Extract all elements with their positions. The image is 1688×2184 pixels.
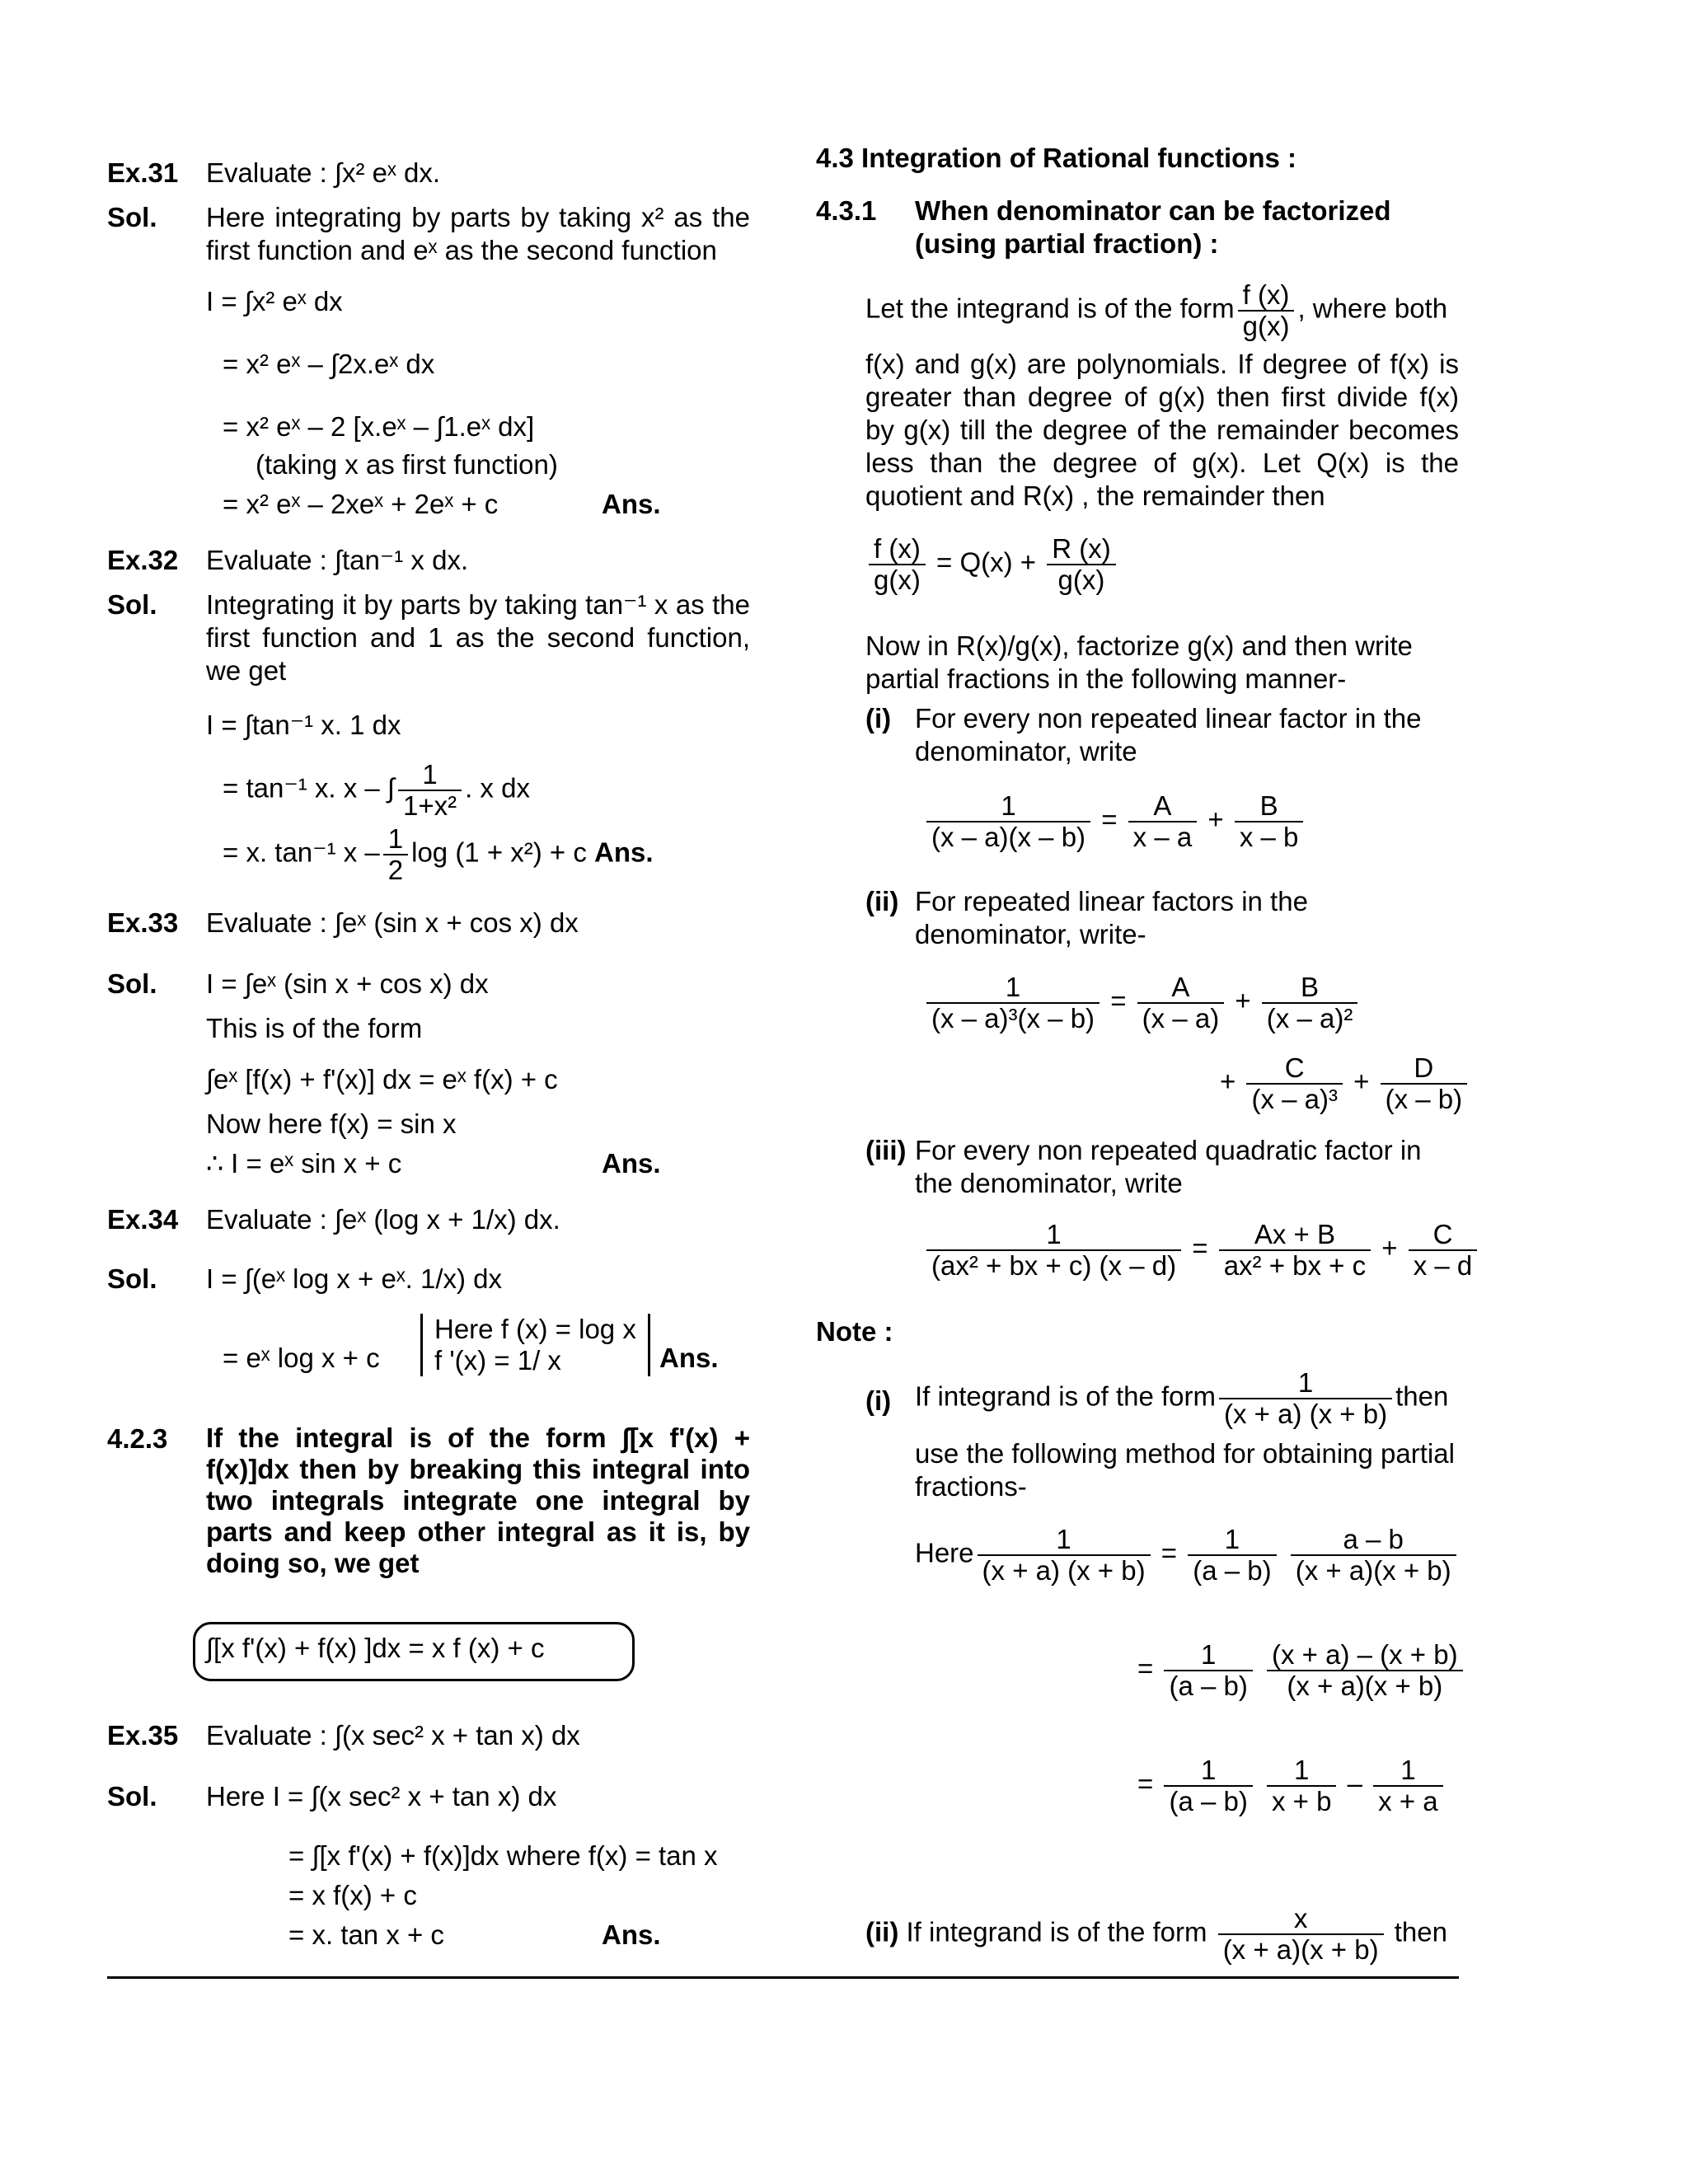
ex32-solution-text: Integrating it by parts by taking tan⁻¹ x as the first function and 1 as the second function, we get <box>206 589 750 686</box>
ex35-step-2: = ∫[x f'(x) + f(x)]dx where f(x) = tan x <box>288 1840 718 1871</box>
here-equation: Here $\frac{1}{(x + a) (x + b)}$ = $\frac{1}{(a - b)}$ $\frac{a - b}{(x + a)(x + b)}$ <box>915 1525 1460 1586</box>
ex34-question: Evaluate : ∫eˣ (log x + 1/x) dx. <box>206 1204 560 1235</box>
para-1-first: Let the integrand is of the form $\frac{f (x)}{g(x)}$ , where both <box>865 279 1448 341</box>
sec43-heading: 4.3 Integration of Rational functions : <box>816 143 1297 173</box>
para-1-rest: f(x) and g(x) are polynomials. If degree of f(x) is greater than degree of g(x) then first divide f(x) by g(x) till the degree of the remainder becomes less than the degree of g(x). Let Q(x) is the quotient and R(x) , the remainder then <box>865 349 1459 511</box>
ex34-step-2: = eˣ log x + c <box>223 1343 380 1373</box>
ex32-step-2: = tan⁻¹ x. x – ∫ $\frac{1}{\text{1+x²}}$ . x dx <box>223 759 530 821</box>
sec423-text: If the integral is of the form ∫[x f'(x) + f(x)]dx then by breaking this integral into two integrals integrate one integral by parts and keep other integral as it is, by doing so, we get <box>206 1422 750 1578</box>
ex31-label: Ex.31 <box>107 157 179 188</box>
ex33-label: Ex.33 <box>107 907 179 938</box>
sec431-heading: When denominator can be factorized (using partial fraction) : <box>915 195 1391 259</box>
note-i-rest: use the following method for obtaining partial fractions- <box>915 1438 1455 1502</box>
ex33-step-3: ∫eˣ [f(x) + f'(x)] dx = eˣ f(x) + c <box>206 1064 558 1094</box>
ex33-step-1: I = ∫eˣ (sin x + cos x) dx <box>206 968 489 999</box>
ex32-sol-label: Sol. <box>107 589 157 620</box>
ex35-step-4: = x. tan x + c <box>288 1919 444 1950</box>
ex33-question: Evaluate : ∫eˣ (sin x + cos x) dx <box>206 907 579 938</box>
here-equation-2: = $\frac{1}{(a - b)}$ $\frac{(x + a) - (x + b)}{(x + a)(x + b)}$ <box>1137 1640 1466 1701</box>
sec431-label: 4.3.1 <box>816 195 877 226</box>
ex31-question: Evaluate : ∫x² eˣ dx. <box>206 157 440 188</box>
note-ii: (ii) If integrand is of the form $\frac{x}{(x + a)(x + b)}$ then <box>865 1903 1447 1965</box>
ex31-sol-label: Sol. <box>107 202 157 232</box>
ex34-condition: Here f (x) = log x f '(x) = 1/ x <box>420 1314 650 1376</box>
ex33-step-4: Now here f(x) = sin x <box>206 1108 457 1139</box>
ex35-ans: Ans. <box>602 1919 661 1950</box>
ex33-step-2: This is of the form <box>206 1013 423 1043</box>
ex35-question: Evaluate : ∫(x sec² x + tan x) dx <box>206 1720 580 1750</box>
ex34-ans: Ans. <box>659 1343 719 1373</box>
ex35-step-3: = x f(x) + c <box>288 1880 417 1910</box>
ex34-label: Ex.34 <box>107 1204 179 1235</box>
ex35-step-1: Here I = ∫(x sec² x + tan x) dx <box>206 1781 557 1811</box>
ex33-ans: Ans. <box>602 1148 661 1179</box>
ex31-step-1: I = ∫x² eˣ dx <box>206 286 343 316</box>
note-i-first: If integrand is of the form $\frac{1}{(x + a) (x + b)}$ then <box>915 1367 1449 1429</box>
item-iii-equation: $\frac{1}{\text{(ax² + bx + c) (x – d)}}$ = $\frac{Ax + B}{\text{ax² + bx + c}}$ + $\frac{C}{x - d}$ <box>923 1220 1480 1281</box>
bottom-rule <box>107 1976 1459 1979</box>
sec423-label: 4.2.3 <box>107 1423 168 1454</box>
item-iii-text: For every non repeated quadratic factor in the denominator, write <box>915 1135 1422 1198</box>
ex31-solution-text: Here integrating by parts by taking x² as the first function and eˣ as the second function <box>206 202 750 265</box>
formula-box-text: ∫[x f'(x) + f(x) ]dx = x f (x) + c <box>206 1633 545 1663</box>
ex31-step-3: = x² eˣ – 2 [x.eˣ – ∫1.eˣ dx] <box>223 411 535 442</box>
ex32-step-3: = x. tan⁻¹ x – $\frac{1}{2}$ log (1 + x²) + c Ans. <box>223 823 654 885</box>
para-2: Now in R(x)/g(x), factorize g(x) and then write partial fractions in the following manner- <box>865 630 1413 694</box>
item-ii-equation-cont: + $\frac{C}{\text{(x – a)³}}$ + $\frac{D}{(x - b)}$ <box>1220 1053 1470 1114</box>
ex32-step-1: I = ∫tan⁻¹ x. 1 dx <box>206 710 401 740</box>
item-i-text: For every non repeated linear factor in the denominator, write <box>915 703 1422 766</box>
item-ii-equation: $\frac{1}{\text{(x – a)³(x – b)}}$ = $\frac{A}{(x - a)}$ + $\frac{B}{\text{(x – a)²}}$ <box>923 972 1361 1033</box>
ex31-step-5: = x² eˣ – 2xeˣ + 2eˣ + c <box>223 489 499 519</box>
item-ii-text: For repeated linear factors in the denominator, write- <box>915 886 1308 949</box>
note-label: Note : <box>816 1316 893 1347</box>
ex34-sol-label: Sol. <box>107 1263 157 1294</box>
ex33-sol-label: Sol. <box>107 968 157 999</box>
ex32-question: Evaluate : ∫tan⁻¹ x dx. <box>206 545 469 575</box>
item-i-label: (i) <box>865 703 892 733</box>
ex31-ans: Ans. <box>602 489 661 519</box>
item-i-equation: $\frac{1}{(x - a)(x - b)}$ = $\frac{A}{x - a}$ + $\frac{B}{x - b}$ <box>923 791 1306 852</box>
ex35-label: Ex.35 <box>107 1720 179 1750</box>
ex31-step-2: = x² eˣ – ∫2x.eˣ dx <box>223 349 435 379</box>
ex32-label: Ex.32 <box>107 545 179 575</box>
ex33-step-5: ∴ I = eˣ sin x + c <box>206 1148 402 1179</box>
ex34-step-1: I = ∫(eˣ log x + eˣ. 1/x) dx <box>206 1263 503 1294</box>
ex35-sol-label: Sol. <box>107 1781 157 1811</box>
item-ii-label: (ii) <box>865 886 899 916</box>
eq-division: $\frac{f (x)}{g(x)}$ = Q(x) + $\frac{R (x)}{g(x)}$ <box>865 534 1119 595</box>
here-equation-3: = $\frac{1}{(a - b)}$ $\frac{1}{x + b}$ – $\frac{1}{x + a}$ <box>1137 1755 1447 1816</box>
ex31-step-4: (taking x as first function) <box>256 449 558 480</box>
item-iii-label: (iii) <box>865 1135 907 1165</box>
note-i-label: (i) <box>865 1385 892 1416</box>
